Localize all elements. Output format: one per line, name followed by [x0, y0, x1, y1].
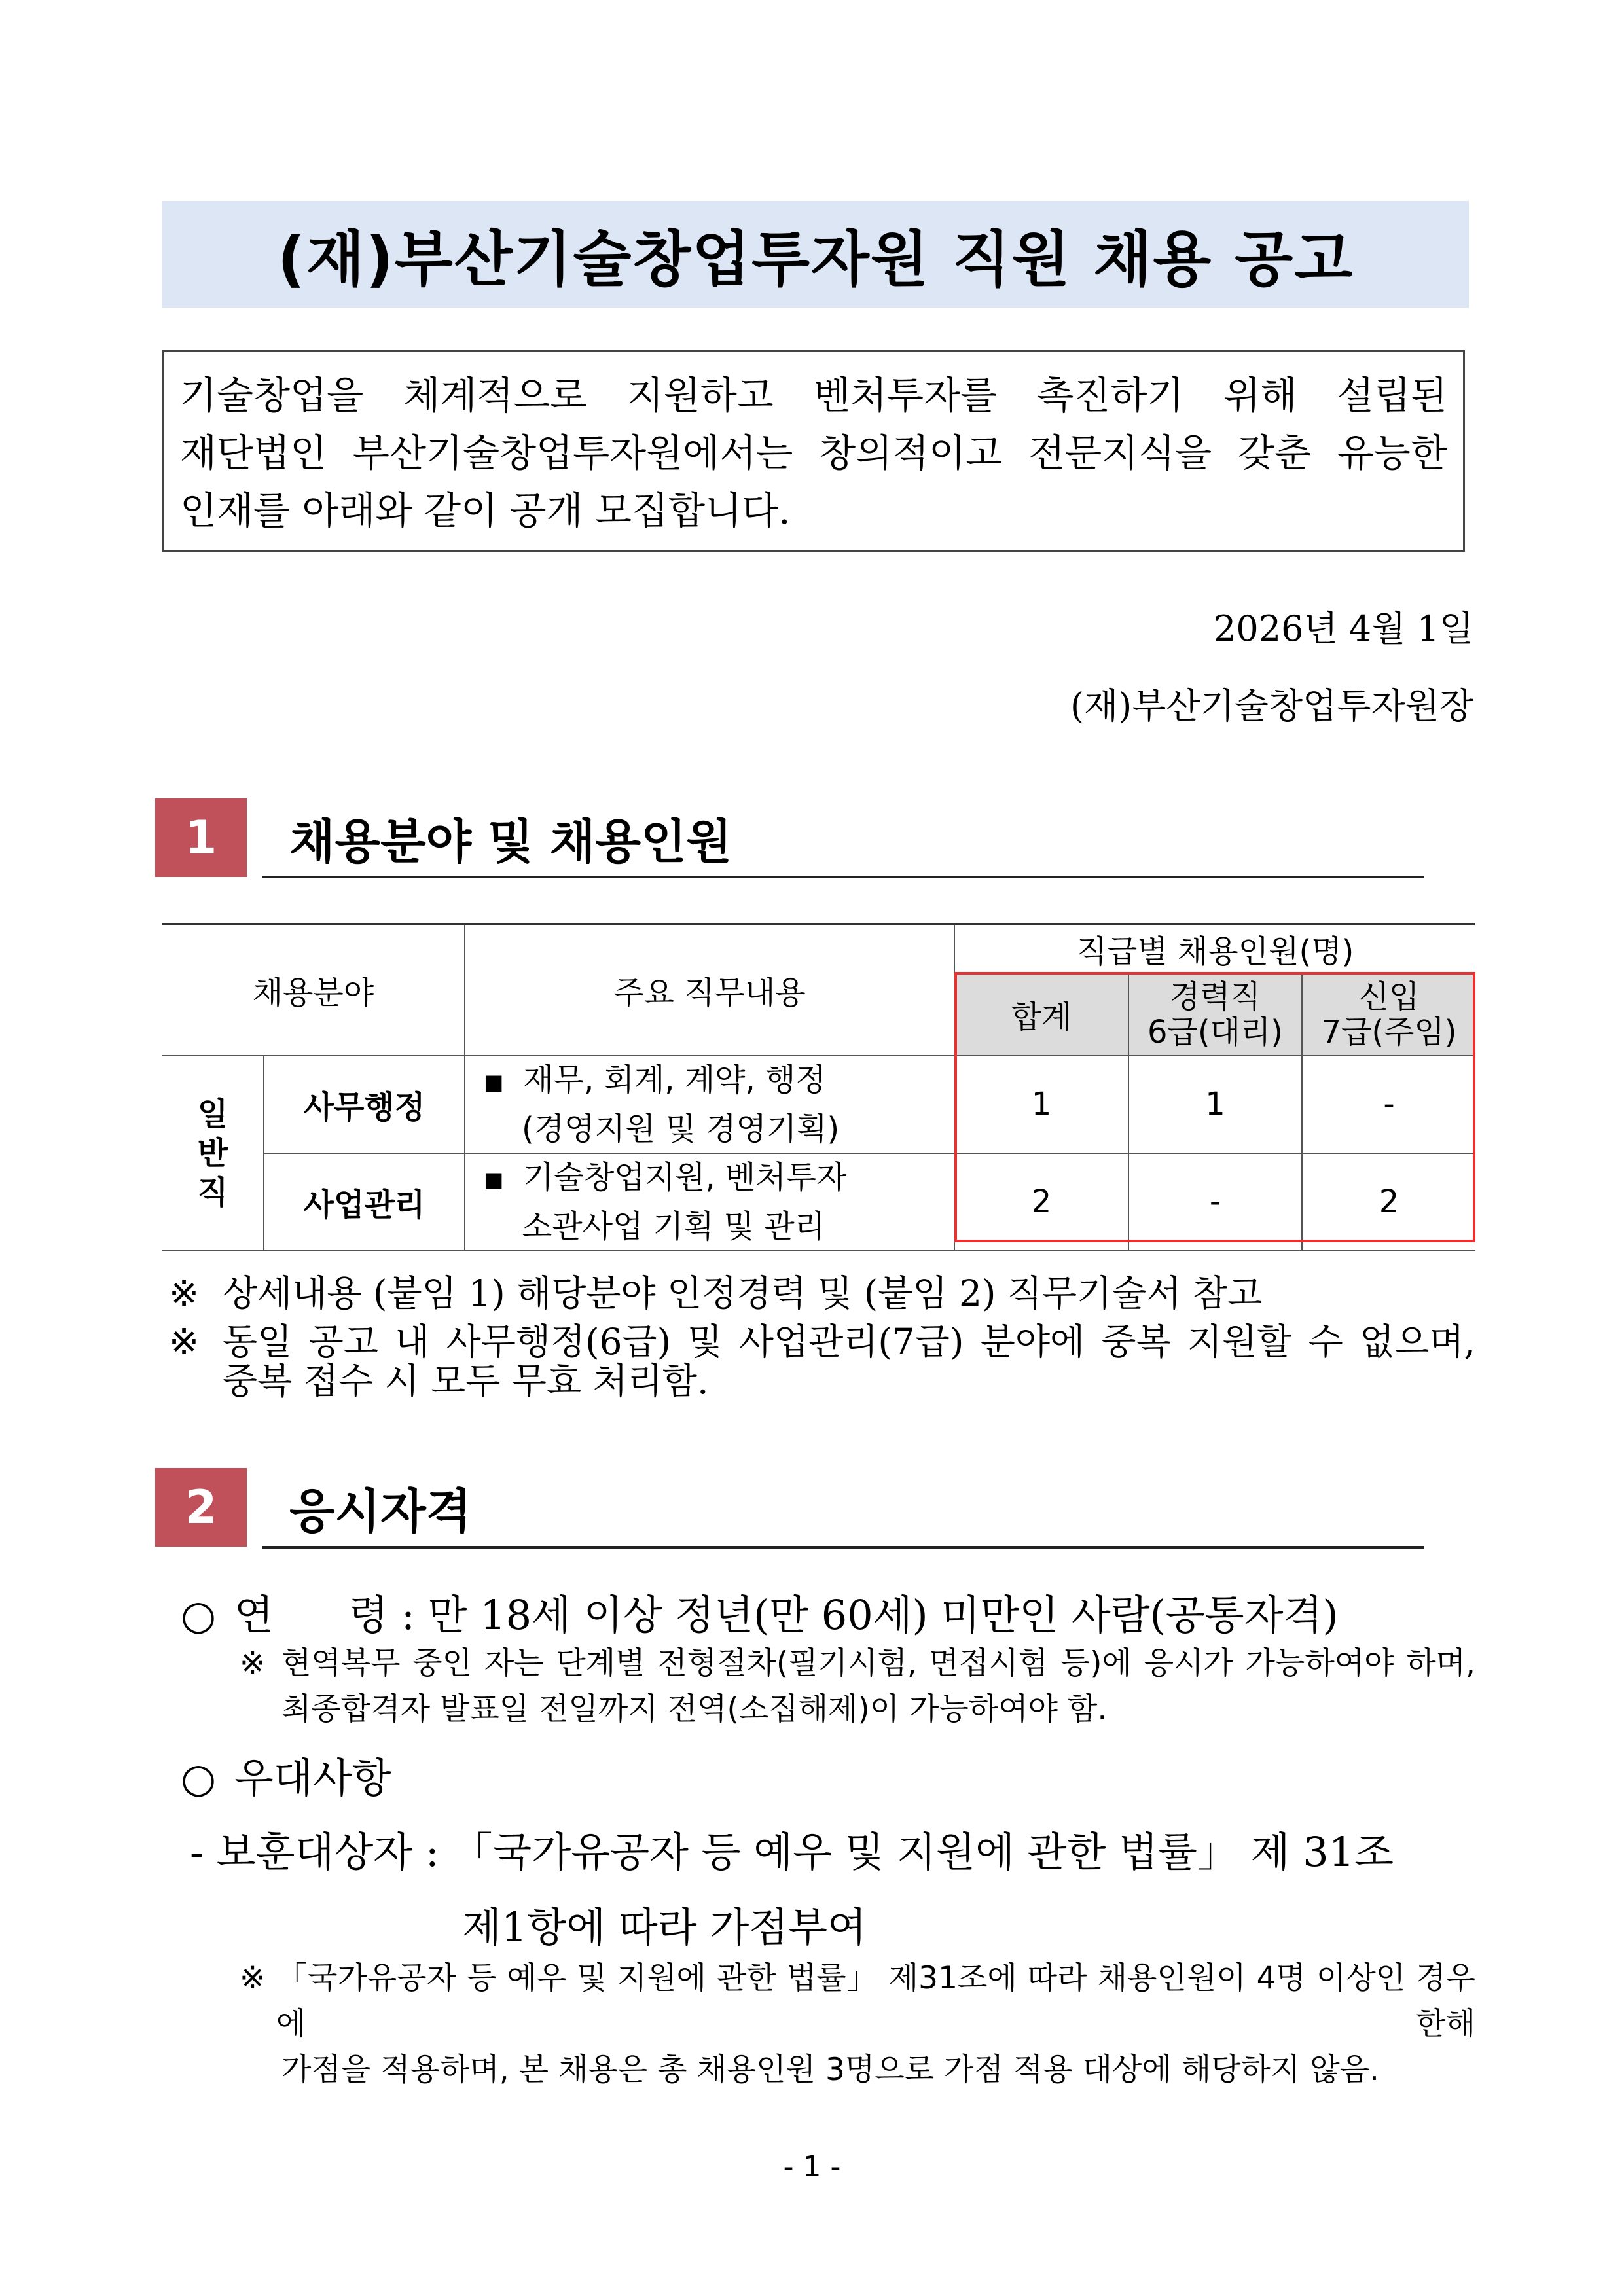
- section-1-number: 1: [155, 798, 247, 877]
- total-cell: 2: [954, 1153, 1128, 1251]
- reference-mark-icon: ※: [169, 1272, 200, 1314]
- header-field: 채용분야: [162, 924, 465, 1056]
- total-cell: 1: [954, 1056, 1128, 1153]
- header-new-line2: 7급(주임): [1321, 1013, 1457, 1050]
- reference-mark-icon: ※: [169, 1321, 200, 1363]
- header-career-line2: 6급(대리): [1147, 1013, 1284, 1050]
- announcement-date: 2026년 4월 1일: [1214, 608, 1473, 649]
- reference-mark-icon: ※: [240, 1960, 266, 1996]
- header-group: 직급별 채용인원(명): [954, 924, 1475, 973]
- category-char-1: 일: [197, 1095, 228, 1132]
- circle-bullet-icon: ○: [181, 1754, 217, 1802]
- age-note-line-2: 최종합격자 발표일 전일까지 전역(소집해제)이 가능하여야 함.: [281, 1691, 1108, 1727]
- note-1: [169, 1265, 1475, 1316]
- veteran-note-line-2: 가점을 적용하며, 본 채용은 총 채용인원 3명으로 가점 적용 대상에 해당하지 않음.: [281, 2052, 1379, 2088]
- section-1-underline: [262, 876, 1424, 878]
- intro-line-3: 인재를 아래와 같이 공개 모집합니다.: [180, 488, 791, 533]
- bullet-icon: ■: [484, 1069, 504, 1094]
- page-number: - 1 -: [783, 2150, 841, 2183]
- age-label-2: 령: [349, 1591, 388, 1639]
- age-label-1: 연: [234, 1591, 274, 1639]
- veteran-note-line-1: 「국가유공자 등 예우 및 지원에 관한 법률」 제31조에 따라 채용인원이 4명 이상인 경우에 한해: [276, 1960, 1475, 2042]
- duty-cell: [465, 1153, 954, 1251]
- age-requirement: [181, 1583, 1339, 1641]
- veteran-line-1: - 보훈대상자 : 「국가유공자 등 예우 및 지원에 관한 법률」 제 31조: [190, 1828, 1394, 1876]
- veteran-note: [240, 1956, 1475, 2093]
- intro-box: [162, 350, 1465, 552]
- title-banner: [162, 201, 1469, 308]
- field-cell: 사무행정: [264, 1056, 465, 1153]
- intro-line-1: 기술창업을 체계적으로 지원하고 벤처투자를 촉진하기 위해 설립된: [180, 373, 1447, 418]
- header-duty: 주요 직무내용: [465, 924, 954, 1056]
- note-1-text: 상세내용 (붙임 1) 해당분야 인정경력 및 (붙임 2) 직무기술서 참고: [223, 1272, 1263, 1314]
- category-char-2: 반: [197, 1134, 228, 1172]
- section-2-underline: [262, 1546, 1424, 1549]
- section-2-number: 2: [155, 1468, 247, 1547]
- header-total: 합계: [954, 973, 1128, 1056]
- career-cell: 1: [1128, 1056, 1302, 1153]
- age-note: [240, 1641, 1475, 1732]
- age-note-line-1: 현역복무 중인 자는 단계별 전형절차(필기시험, 면접시험 등)에 응시가 가능하여야 하며,: [281, 1645, 1475, 1681]
- bullet-icon: ■: [484, 1166, 504, 1192]
- circle-bullet-icon: ○: [181, 1591, 217, 1639]
- veteran-line-2: 제1항에 따라 가점부여: [462, 1903, 867, 1951]
- duty-line-2: 소관사업 기획 및 관리: [522, 1208, 825, 1245]
- duty-line-2: (경영지원 및 경영기획): [522, 1110, 840, 1147]
- category-char-3: 직: [197, 1174, 228, 1211]
- duty-cell: [465, 1056, 954, 1153]
- note-2: [169, 1322, 1475, 1401]
- issuer-name: (재)부산기술창업투자원장: [1070, 685, 1473, 726]
- duty-line-1: 재무, 회계, 계약, 행정: [523, 1061, 826, 1098]
- section-1-title: 채용분야 및 채용인원: [289, 814, 732, 869]
- field-cell: 사업관리: [264, 1153, 465, 1251]
- new-cell: -: [1302, 1056, 1475, 1153]
- new-cell: 2: [1302, 1153, 1475, 1251]
- category-cell: [162, 1056, 264, 1251]
- highlight-frame: [954, 972, 1475, 1242]
- intro-line-2: 재단법인 부산기술창업투자원에서는 창의적이고 전문지식을 갖춘 유능한: [180, 431, 1447, 475]
- career-cell: -: [1128, 1153, 1302, 1251]
- note-2-line-2: 중복 접수 시 모두 무효 처리함.: [223, 1360, 709, 1402]
- page-title: (재)부산기술창업투자원 직원 채용 공고: [277, 224, 1354, 295]
- note-2-line-1: 동일 공고 내 사무행정(6급) 및 사업관리(7급) 분야에 중복 지원할 수 없으며,: [223, 1321, 1475, 1363]
- reference-mark-icon: ※: [240, 1645, 266, 1681]
- header-career-line1: 경력직: [1169, 978, 1261, 1015]
- duty-line-1: 기술창업지원, 벤처투자: [523, 1158, 847, 1196]
- age-text: : 만 18세 이상 정년(만 60세) 미만인 사람(공통자격): [401, 1591, 1339, 1639]
- preference-label: 우대사항: [234, 1754, 391, 1802]
- section-2-title: 응시자격: [289, 1484, 472, 1539]
- preference-heading: [181, 1746, 391, 1804]
- header-new-line1: 신입: [1358, 978, 1420, 1015]
